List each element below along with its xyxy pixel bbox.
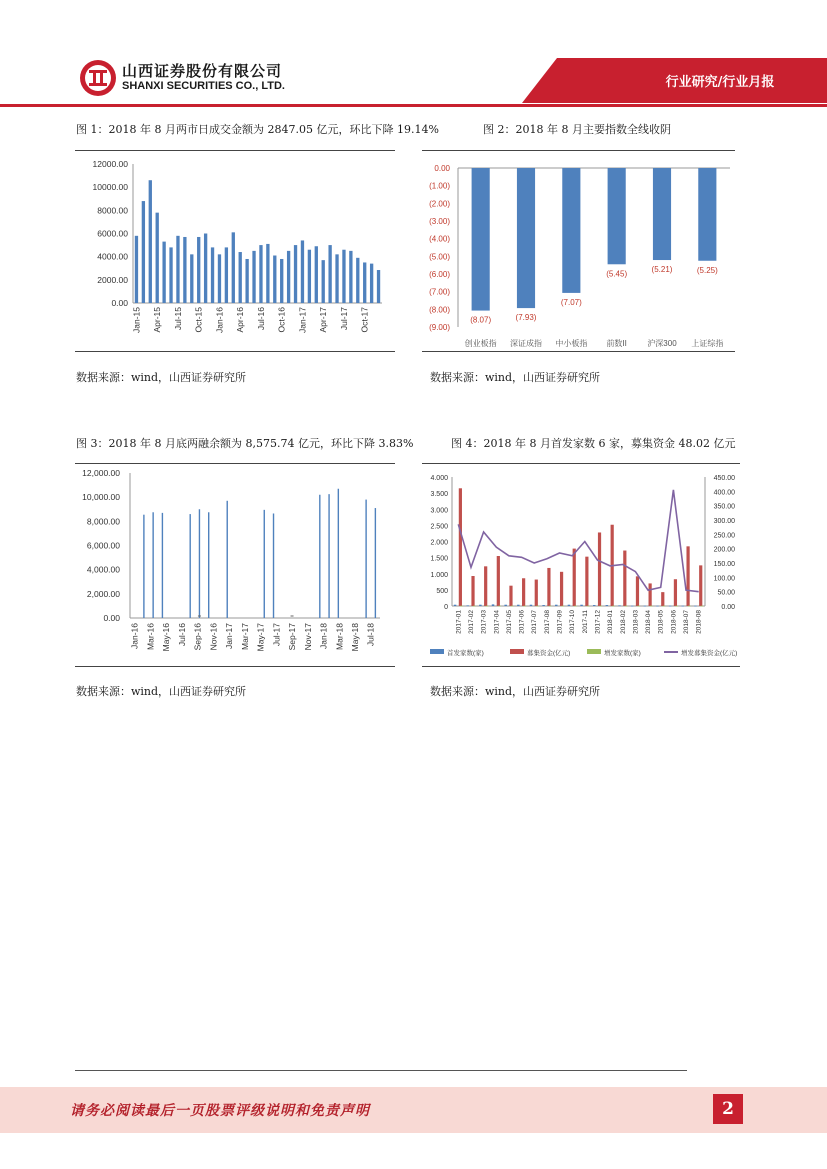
y-tick-label: 0.00 bbox=[434, 164, 450, 173]
company-name-en: SHANXI SECURITIES CO., LTD. bbox=[122, 80, 285, 92]
bar bbox=[239, 252, 242, 303]
x-tick-label: 2017-08 bbox=[543, 610, 551, 634]
x-tick-label: Oct-15 bbox=[193, 307, 204, 333]
legend-swatch bbox=[587, 649, 601, 654]
y-left-tick-label: 500 bbox=[436, 587, 448, 595]
bar bbox=[294, 245, 297, 303]
category-label: 前数II bbox=[606, 339, 627, 348]
category-label: 中小板指 bbox=[555, 339, 588, 348]
bar bbox=[698, 168, 716, 261]
bar bbox=[599, 606, 602, 607]
bar bbox=[322, 260, 325, 303]
y-tick-label: 8000.00 bbox=[97, 205, 128, 216]
bar bbox=[135, 236, 138, 303]
y-right-tick-label: 100.00 bbox=[713, 575, 735, 583]
footer-disclaimer: 请务必阅读最后一页股票评级说明和免责声明 bbox=[70, 1103, 370, 1119]
figure-3-bottom-rule bbox=[75, 666, 395, 667]
bar bbox=[547, 568, 550, 606]
figure-1-bottom-rule bbox=[75, 351, 395, 352]
legend-swatch bbox=[430, 649, 444, 654]
y-right-tick-label: 350.00 bbox=[713, 503, 735, 511]
bar bbox=[530, 605, 533, 606]
figure-2-index-returns-chart bbox=[422, 152, 735, 352]
figure-1-top-rule bbox=[75, 150, 395, 151]
x-tick-label: Jul-18 bbox=[365, 623, 376, 647]
data-label: (5.25) bbox=[696, 265, 718, 275]
bar bbox=[701, 606, 704, 607]
figure-4-source: 数据来源：wind，山西证券研究所 bbox=[430, 685, 601, 698]
bar bbox=[618, 605, 621, 606]
bar bbox=[608, 168, 626, 264]
y-tick-label: 12,000.00 bbox=[82, 468, 120, 478]
x-tick-label: Jan-17 bbox=[224, 623, 235, 649]
data-label: (7.07) bbox=[560, 297, 582, 307]
x-tick-label: 2018-08 bbox=[695, 610, 703, 634]
bar bbox=[377, 270, 380, 303]
figure-3-margin-balance-chart bbox=[75, 465, 395, 665]
bar bbox=[587, 606, 590, 607]
legend-label: 增发募集资金(亿元) bbox=[681, 650, 738, 657]
bar bbox=[245, 259, 248, 303]
y-tick-label: 10,000.00 bbox=[82, 492, 120, 503]
legend-swatch bbox=[510, 649, 524, 654]
y-left-tick-label: 2.500 bbox=[430, 523, 448, 531]
x-tick-label: May-17 bbox=[255, 623, 266, 652]
x-tick-label: 2017-11 bbox=[581, 610, 589, 634]
x-tick-label: Apr-15 bbox=[152, 307, 163, 333]
x-tick-label: 2017-04 bbox=[493, 610, 501, 634]
x-tick-label: 2018-02 bbox=[619, 610, 627, 634]
y-tick-label: 0.00 bbox=[111, 298, 128, 308]
y-tick-label: (9.00) bbox=[429, 323, 450, 332]
data-label: (5.45) bbox=[606, 269, 628, 279]
x-tick-label: 2018-04 bbox=[645, 610, 653, 634]
bar bbox=[273, 256, 276, 303]
bar bbox=[555, 605, 558, 606]
bar bbox=[162, 242, 165, 303]
y-left-tick-label: 4.000 bbox=[430, 475, 448, 482]
y-tick-label: 0.00 bbox=[103, 613, 120, 623]
y-tick-label: (6.00) bbox=[429, 270, 450, 279]
bar bbox=[342, 250, 345, 303]
x-tick-label: 2018-05 bbox=[657, 610, 665, 634]
category-label: 上证综指 bbox=[691, 339, 724, 348]
bar bbox=[509, 586, 512, 606]
y-right-tick-label: 150.00 bbox=[713, 561, 735, 568]
bar bbox=[266, 244, 269, 303]
x-tick-label: Nov-16 bbox=[208, 623, 219, 651]
figure-4-ipo-chart bbox=[422, 465, 740, 665]
y-tick-label: 8,000.00 bbox=[86, 516, 120, 527]
category-label: 创业板指 bbox=[464, 339, 497, 348]
bar bbox=[688, 606, 691, 607]
y-left-tick-label: 0 bbox=[444, 604, 448, 611]
y-left-tick-label: 3.000 bbox=[430, 507, 448, 515]
bar bbox=[542, 605, 545, 606]
bar bbox=[653, 168, 671, 260]
x-tick-label: May-18 bbox=[350, 623, 360, 652]
bar bbox=[661, 592, 664, 606]
bar bbox=[636, 576, 639, 606]
bar bbox=[650, 606, 653, 607]
bar bbox=[637, 606, 640, 607]
y-tick-label: (7.00) bbox=[429, 287, 450, 297]
figure-3-source: 数据来源：wind，山西证券研究所 bbox=[76, 685, 247, 698]
bar bbox=[631, 606, 634, 607]
x-tick-label: 2017-12 bbox=[594, 610, 602, 634]
bar bbox=[169, 247, 172, 303]
bar bbox=[484, 566, 487, 606]
figure-2-bottom-rule bbox=[422, 351, 735, 352]
y-tick-label: (4.00) bbox=[429, 234, 450, 244]
y-left-tick-label: 3.500 bbox=[430, 491, 448, 499]
x-tick-label: Sep-16 bbox=[192, 623, 203, 651]
bar bbox=[252, 251, 255, 303]
bar bbox=[669, 606, 672, 607]
x-tick-label: 2017-01 bbox=[455, 610, 463, 634]
bar bbox=[454, 605, 457, 606]
bar bbox=[674, 579, 677, 606]
y-right-tick-label: 300.00 bbox=[713, 518, 735, 525]
x-tick-label: Nov-17 bbox=[302, 623, 313, 651]
bar bbox=[560, 572, 563, 606]
bar bbox=[498, 606, 501, 607]
bar bbox=[656, 606, 659, 607]
x-tick-label: 2018-06 bbox=[670, 610, 678, 634]
category-label: 深证成指 bbox=[510, 339, 542, 348]
bar bbox=[522, 578, 525, 606]
bar bbox=[259, 245, 262, 303]
x-tick-label: Jan-18 bbox=[318, 623, 329, 649]
x-tick-label: Jan-16 bbox=[214, 307, 225, 333]
x-tick-label: Oct-17 bbox=[359, 307, 370, 333]
y-tick-label: (8.00) bbox=[429, 305, 450, 315]
y-left-tick-label: 1.500 bbox=[430, 555, 448, 563]
y-left-tick-label: 2.000 bbox=[430, 539, 448, 547]
bar bbox=[663, 606, 666, 607]
y-tick-label: 6,000.00 bbox=[86, 540, 120, 551]
bar bbox=[682, 606, 685, 607]
figure-2-top-rule bbox=[422, 150, 735, 151]
figure-2-caption: 图 2：2018 年 8 月主要指数全线收阴 bbox=[483, 123, 671, 136]
data-label: (8.07) bbox=[470, 315, 492, 325]
x-tick-label: Jul-16 bbox=[255, 307, 266, 331]
x-tick-label: Jan-15 bbox=[131, 307, 142, 333]
x-tick-label: 2017-09 bbox=[556, 610, 564, 634]
x-tick-label: 2018-03 bbox=[632, 610, 640, 634]
bar bbox=[524, 606, 527, 607]
bar bbox=[504, 605, 507, 606]
y-tick-label: (5.00) bbox=[429, 252, 450, 262]
bar bbox=[149, 180, 152, 303]
header-rule bbox=[0, 104, 827, 107]
bar bbox=[280, 259, 283, 303]
y-right-tick-label: 200.00 bbox=[713, 546, 735, 554]
bar bbox=[176, 236, 179, 303]
bar bbox=[479, 605, 482, 606]
bar bbox=[585, 557, 588, 606]
y-tick-label: 2,000.00 bbox=[86, 588, 120, 599]
bar bbox=[287, 251, 290, 303]
x-tick-label: Mar-16 bbox=[145, 623, 156, 650]
x-tick-label: Jul-16 bbox=[176, 623, 187, 647]
report-type-label: 行业研究/行业月报 bbox=[665, 75, 775, 90]
bar bbox=[466, 605, 469, 606]
x-tick-label: 2017-10 bbox=[569, 610, 577, 634]
x-tick-label: 2017-07 bbox=[531, 610, 539, 634]
bar bbox=[190, 254, 193, 303]
x-tick-label: 2017-03 bbox=[480, 610, 488, 634]
bar bbox=[211, 247, 214, 303]
bar bbox=[142, 201, 145, 303]
x-tick-label: 2017-02 bbox=[467, 610, 475, 634]
x-tick-label: Jul-17 bbox=[271, 623, 282, 647]
bar bbox=[204, 234, 207, 304]
bar bbox=[511, 606, 514, 607]
bar bbox=[459, 488, 462, 606]
x-tick-label: 2018-07 bbox=[683, 610, 691, 634]
bar bbox=[612, 606, 615, 607]
y-tick-label: 2000.00 bbox=[97, 274, 128, 285]
bar bbox=[580, 605, 583, 606]
x-tick-label: 2017-06 bbox=[518, 610, 526, 634]
bar bbox=[598, 532, 601, 606]
bar bbox=[315, 246, 318, 303]
bar bbox=[472, 168, 490, 311]
data-label: (5.21) bbox=[651, 265, 673, 275]
bar bbox=[694, 606, 697, 607]
bar bbox=[517, 168, 535, 308]
figure-3-caption: 图 3：2018 年 8 月底两融余额为 8,575.74 亿元，环比下降 3.83% bbox=[76, 437, 414, 450]
bar bbox=[568, 605, 571, 606]
x-tick-label: 2018-01 bbox=[607, 610, 615, 634]
bar bbox=[623, 551, 626, 606]
legend-label: 募集资金(亿元) bbox=[527, 650, 571, 657]
bar bbox=[574, 606, 577, 607]
page-number: 2 bbox=[722, 1099, 734, 1119]
bar bbox=[699, 565, 702, 606]
y-tick-label: (1.00) bbox=[429, 181, 450, 191]
y-tick-label: 12000.00 bbox=[92, 159, 128, 169]
y-right-tick-label: 450.00 bbox=[713, 475, 735, 482]
x-tick-label: 2017-05 bbox=[505, 610, 513, 634]
figure-4-bottom-rule bbox=[422, 666, 740, 667]
legend-label: 增发家数(家) bbox=[604, 650, 641, 657]
legend-label: 首发家数(家) bbox=[447, 650, 484, 657]
x-tick-label: Apr-17 bbox=[318, 307, 329, 333]
bar bbox=[349, 251, 352, 303]
bar bbox=[517, 605, 520, 606]
bar bbox=[675, 606, 678, 607]
bar bbox=[562, 168, 580, 293]
x-tick-label: Jul-15 bbox=[172, 307, 183, 331]
x-tick-label: Jul-17 bbox=[338, 307, 349, 331]
x-tick-label: Sep-17 bbox=[287, 623, 298, 651]
figure-3-top-rule bbox=[75, 463, 395, 464]
bar bbox=[356, 258, 359, 303]
figure-1-source: 数据来源：wind，山西证券研究所 bbox=[76, 371, 247, 384]
bar bbox=[328, 245, 331, 303]
bar bbox=[460, 606, 463, 607]
bar bbox=[335, 254, 338, 303]
bar bbox=[562, 606, 565, 607]
company-logo-icon bbox=[78, 58, 118, 98]
y-right-tick-label: 250.00 bbox=[713, 532, 735, 540]
y-tick-label: 10000.00 bbox=[92, 182, 128, 193]
y-right-tick-label: 0.00 bbox=[721, 604, 735, 611]
company-name-cn: 山西证券股份有限公司 bbox=[122, 62, 283, 80]
x-tick-label: May-16 bbox=[161, 623, 172, 652]
bar bbox=[197, 237, 200, 303]
bar bbox=[535, 580, 538, 606]
bar bbox=[301, 240, 304, 303]
y-left-tick-label: 1.000 bbox=[430, 571, 448, 579]
x-tick-label: Apr-16 bbox=[235, 307, 246, 333]
figure-2-source: 数据来源：wind，山西证券研究所 bbox=[430, 371, 601, 384]
bar bbox=[370, 264, 373, 303]
figure-1-daily-turnover-chart bbox=[75, 152, 395, 352]
figure-1-caption: 图 1：2018 年 8 月两市日成交金额为 2847.05 亿元，环比下降 19.14% bbox=[76, 123, 439, 136]
bar bbox=[218, 254, 221, 303]
x-tick-label: Jan-16 bbox=[129, 623, 140, 649]
y-tick-label: (3.00) bbox=[429, 217, 450, 226]
bar bbox=[486, 606, 489, 607]
bar bbox=[183, 237, 186, 303]
bar bbox=[473, 606, 476, 607]
bar bbox=[573, 549, 576, 606]
bar bbox=[606, 605, 609, 606]
category-label: 沪深300 bbox=[647, 339, 677, 348]
bar bbox=[471, 576, 474, 606]
x-tick-label: Oct-16 bbox=[276, 307, 287, 333]
bar bbox=[644, 606, 647, 607]
data-label: (7.93) bbox=[515, 313, 537, 323]
bar bbox=[232, 232, 235, 303]
x-tick-label: Jan-17 bbox=[297, 307, 308, 333]
y-tick-label: 4000.00 bbox=[97, 251, 128, 262]
y-tick-label: 4,000.00 bbox=[86, 564, 120, 575]
bar bbox=[625, 606, 628, 607]
figure-4-top-rule bbox=[422, 463, 740, 464]
bar bbox=[536, 606, 539, 607]
y-right-tick-label: 50.00 bbox=[717, 589, 735, 597]
x-tick-label: Mar-17 bbox=[239, 623, 250, 650]
bar bbox=[686, 546, 689, 606]
bar bbox=[308, 250, 311, 303]
y-right-tick-label: 400.00 bbox=[713, 489, 735, 497]
figure-4-caption: 图 4：2018 年 8 月首发家数 6 家，募集资金 48.02 亿元 bbox=[451, 437, 736, 450]
bar bbox=[593, 605, 596, 606]
bar bbox=[497, 556, 500, 606]
bar bbox=[492, 604, 495, 606]
y-tick-label: 6000.00 bbox=[97, 228, 128, 239]
x-tick-label: Mar-18 bbox=[334, 623, 345, 650]
bar bbox=[225, 247, 228, 303]
series-line bbox=[458, 490, 698, 592]
bar bbox=[156, 213, 159, 303]
y-tick-label: (2.00) bbox=[429, 199, 450, 209]
footer-rule bbox=[75, 1070, 687, 1071]
bar bbox=[549, 606, 552, 607]
bar bbox=[363, 262, 366, 303]
bar bbox=[649, 583, 652, 606]
